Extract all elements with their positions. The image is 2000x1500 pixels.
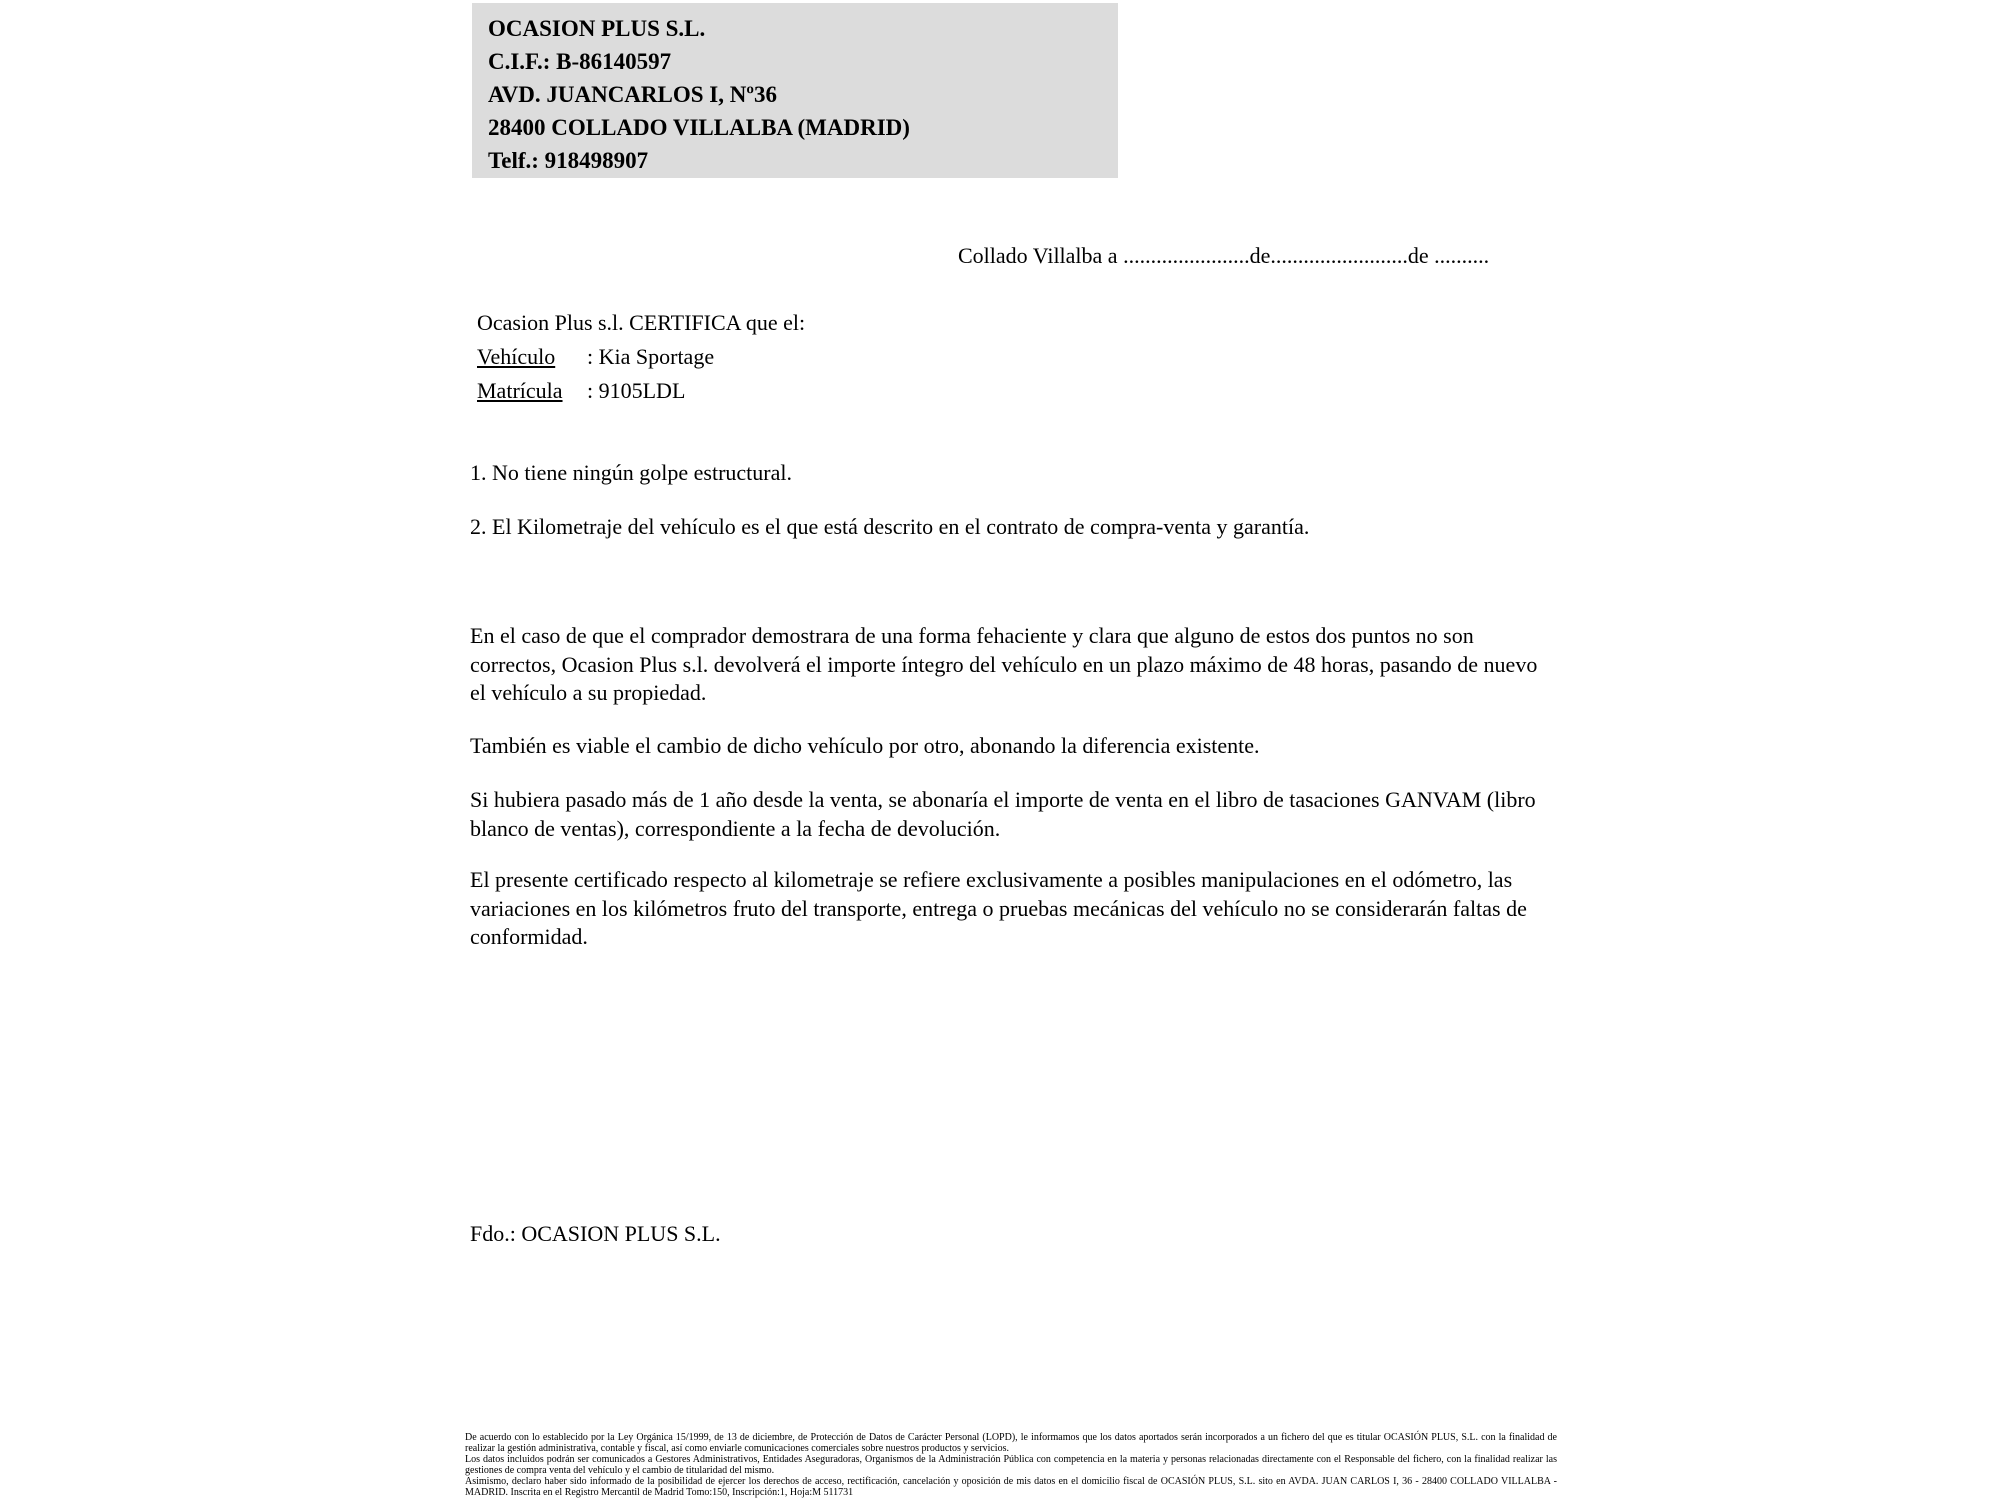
vehicle-line [477,340,805,374]
paragraph-refund: En el caso de que el comprador demostrara de una forma fehaciente y clara que alguno de estos dos puntos no son correctos, Ocasion Plus s.l. devolverá el importe íntegro del vehículo en un plazo máximo de 48 horas, pasando de nuevo el vehículo a su propiedad. [470,623,1538,705]
point-1: 1. No tiene ningún golpe estructural. [470,460,792,485]
plate-label: Matrícula [477,378,563,403]
company-address: AVD. JUANCARLOS I, Nº36 [488,82,777,107]
company-header-block [472,3,1118,178]
vehicle-value: : Kia Sportage [587,344,715,369]
footer-rights: Asimismo, declaro haber sido informado de la posibilidad de ejercer los derechos de acceso, rectificación, cancelación y oposición de mis datos en el domicilio fiscal de OCASIÓN PLUS, S.L. sito en AVDA. JUAN CARLOS I, 36 - 28400 COLLADO VILLALBA - MADRID. Inscrita en el Registro Mercantil de Madrid Tomo:150, Inscripción:1, Hoja:M 511731 [465,1476,1557,1498]
plate-label-box [477,374,587,408]
paragraph-exchange: También es viable el cambio de dicho vehículo por otro, abonando la diferencia existente. [470,733,1260,758]
plate-line [477,374,805,408]
vehicle-label-box [477,340,587,374]
footer-lopd: De acuerdo con lo establecido por la Ley Orgánica 15/1999, de 13 de diciembre, de Protección de Datos de Carácter Personal (LOPD), le informamos que los datos aportados serán incorporados a un fichero del que es titular OCASIÓN PLUS, S.L. con la finalidad de realizar la gestión administrativa, contable y fiscal, así como enviarle comunicaciones comerciales sobre nuestros productos y servicios. [465,1432,1557,1454]
certifies-line: Ocasion Plus s.l. CERTIFICA que el: [477,310,806,335]
date-line: Collado Villalba a .......................de.........................de .......... [958,243,1490,268]
legal-footer [465,1432,1557,1498]
point-2: 2. El Kilometraje del vehículo es el que está descrito en el contrato de compra-venta y garantía. [470,514,1310,539]
paragraph-odometer: El presente certificado respecto al kilometraje se refiere exclusivamente a posibles manipulaciones en el odómetro, las variaciones en los kilómetros fruto del transporte, entrega o pruebas mecánicas del vehículo no se considerarán faltas de conformidad. [470,867,1527,949]
footer-data-sharing: Los datos incluidos podrán ser comunicados a Gestores Administrativos, Entidades Aseguradoras, Organismos de la Administración Pública con competencia en la materia y personas relacionadas directamente con el Responsable del fichero, con la finalidad realizar las gestiones de compra venta del vehículo y el cambio de titularidad del mismo. [465,1454,1557,1476]
company-cif: C.I.F.: B-86140597 [488,49,672,74]
signature-line: Fdo.: OCASION PLUS S.L. [470,1221,721,1246]
company-name: OCASION PLUS S.L. [488,16,706,41]
plate-value: : 9105LDL [587,378,686,403]
vehicle-label: Vehículo [477,344,556,369]
paragraph-ganvam: Si hubiera pasado más de 1 año desde la venta, se abonaría el importe de venta en el libro de tasaciones GANVAM (libro blanco de ventas), correspondiente a la fecha de devolución. [470,787,1536,841]
certification-block [477,306,805,408]
company-phone: Telf.: 918498907 [488,148,649,173]
company-city: 28400 COLLADO VILLALBA (MADRID) [488,115,910,140]
